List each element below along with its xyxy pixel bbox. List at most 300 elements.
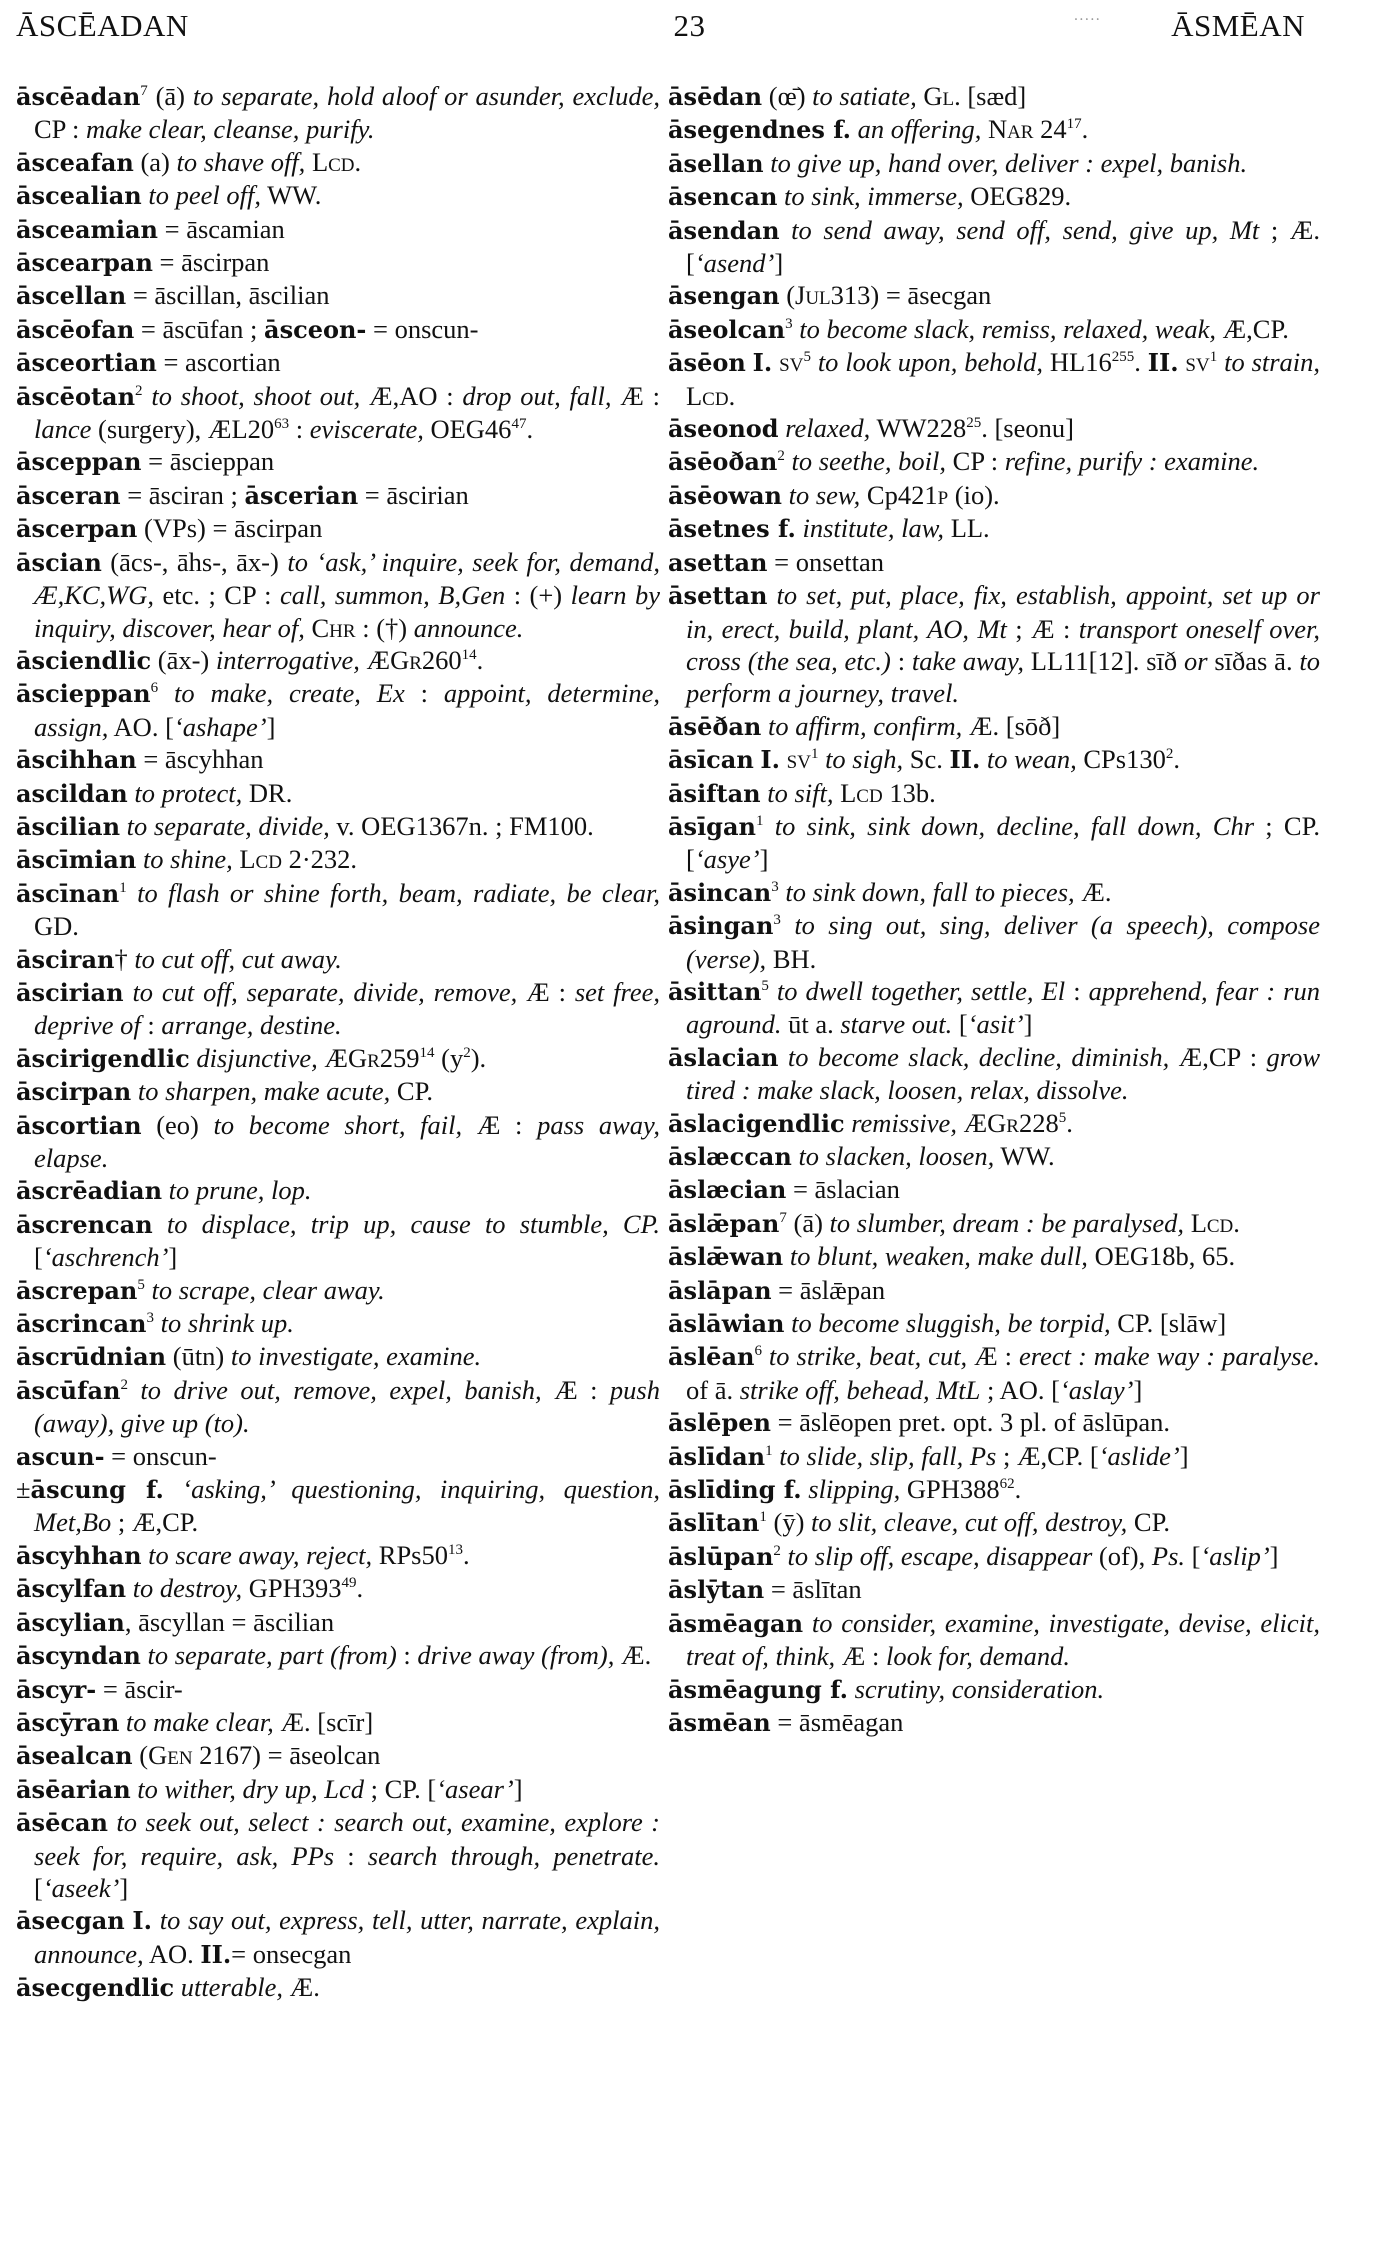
- entry-text: (ā): [786, 1207, 830, 1238]
- entry-text: : (+): [505, 580, 571, 611]
- dictionary-entry: [668, 1041, 1320, 1107]
- superscript-text: 17: [1066, 116, 1082, 133]
- entry-text: (surgery), ÆL20: [91, 414, 275, 445]
- entry-text: to shave off,: [176, 146, 306, 177]
- dictionary-entry: [16, 1904, 660, 1971]
- entry-text: [981, 114, 988, 144]
- entry-text: drop out, fall,: [462, 380, 612, 411]
- superscript-text: 255: [1111, 349, 1135, 366]
- entry-text: 228: [1018, 1107, 1059, 1138]
- dictionary-entry: [16, 1773, 660, 1806]
- entry-text: = onscun-: [366, 313, 479, 344]
- superscript-text: 3: [146, 1310, 154, 1327]
- headword-text: āsettan: [668, 581, 768, 611]
- entry-text: to separate, hold aloof or asunder, exclude,: [192, 81, 660, 111]
- entry-text: Æ. [scīr]: [273, 1706, 374, 1737]
- entry-text: = āsciran ;: [120, 479, 245, 510]
- running-head-right: ĀSMĒAN: [1171, 8, 1305, 43]
- headword-text: āsēowan: [668, 480, 782, 510]
- entry-text: = āscieppan: [141, 446, 275, 477]
- dictionary-column-left: [16, 80, 660, 2005]
- entry-text: , āscyllan = āscilian: [124, 1606, 335, 1637]
- entry-text: .: [526, 414, 534, 445]
- entry-text: Gen: [148, 1740, 193, 1771]
- headword-text: f.: [775, 1475, 802, 1505]
- entry-text: Lcd: [840, 777, 883, 808]
- entry-text: refine, purify : examine.: [1004, 446, 1260, 477]
- headword-text: āscrēadian: [16, 1176, 163, 1206]
- dictionary-entry: [668, 113, 1320, 146]
- entry-text: Lcd: [239, 844, 282, 875]
- entry-text: ]: [168, 1242, 178, 1273]
- entry-text: GPH388: [900, 1474, 1000, 1505]
- entry-text: ‘aslay’: [1059, 1374, 1134, 1405]
- entry-text: to say out, express, tell, utter, narrate, explain, announce,: [34, 1905, 660, 1969]
- entry-text: Æ. [sōð]: [962, 710, 1061, 741]
- dictionary-entry: [16, 1473, 660, 1539]
- entry-text: ‘asear’: [436, 1773, 514, 1804]
- entry-text: utterable,: [180, 1972, 284, 2003]
- entry-text: to set, put, place, fix, establish, appoint, set up or in, erect, build, plant, AO, Mt: [686, 580, 1320, 644]
- entry-text: = onsecgan: [231, 1938, 352, 1969]
- superscript-text: 25: [966, 415, 982, 432]
- entry-text: [305, 147, 312, 177]
- headword-text: āscēadan: [16, 82, 141, 111]
- dictionary-entry: [668, 1573, 1320, 1606]
- entry-text: [152, 1905, 160, 1935]
- dictionary-entry: [16, 1606, 660, 1639]
- entry-text: = āslēopen pret. opt. 3 pl. of āslūpan.: [770, 1407, 1171, 1438]
- dictionary-entry: [668, 412, 1320, 445]
- entry-text: [763, 811, 774, 841]
- headword-text: āsetnes: [668, 514, 770, 544]
- entry-text: to cut off, cut away.: [134, 943, 342, 974]
- entry-text: [848, 1674, 855, 1704]
- entry-text: sv: [779, 347, 804, 378]
- entry-text: Ps.: [1151, 1540, 1186, 1571]
- entry-text: of ā.: [686, 1374, 740, 1405]
- dictionary-entry: [668, 1607, 1320, 1673]
- entry-text: Gl: [923, 81, 955, 111]
- entry-text: Met,Bo: [34, 1507, 112, 1538]
- entry-text: [305, 613, 312, 643]
- entry-text: to scare away, reject,: [148, 1539, 373, 1570]
- entry-text: to investigate, examine.: [230, 1341, 482, 1372]
- entry-text: grow tired : make slack, loosen, relax, dissolve.: [686, 1041, 1320, 1106]
- entry-text: announce.: [413, 612, 524, 643]
- entry-text: CP. [slāw]: [1110, 1308, 1227, 1339]
- entry-text: (ācs-, āhs-, āx-): [101, 546, 288, 577]
- entry-text: Æ :: [541, 1374, 610, 1405]
- entry-text: [851, 114, 858, 144]
- dictionary-entry: [16, 677, 660, 743]
- dictionary-entry: [16, 976, 660, 1042]
- entry-text: : (†): [355, 612, 414, 643]
- entry-text: to slit, cleave, cut off, destroy,: [811, 1507, 1128, 1538]
- headword-text: āscieppan: [16, 679, 151, 709]
- entry-text: ‘aschrench’: [42, 1242, 169, 1273]
- entry-text: Gr: [347, 1042, 380, 1073]
- entry-text: = āslǣpan: [771, 1274, 886, 1305]
- dictionary-entry: [668, 313, 1320, 346]
- dictionary-entry: [16, 943, 660, 976]
- entry-text: Sc.: [903, 744, 950, 775]
- entry-text: = āscūfan ;: [134, 313, 265, 344]
- entry-text: [361, 678, 377, 708]
- headword-text: āsmēan: [668, 1707, 771, 1737]
- superscript-text: 6: [150, 680, 159, 697]
- dictionary-column-right: [668, 80, 1320, 1739]
- entry-text: = onsettan: [767, 546, 885, 577]
- superscript-text: 2: [463, 1044, 471, 1061]
- entry-text: an offering,: [857, 114, 982, 145]
- headword-text: āslǣwan: [668, 1242, 784, 1272]
- entry-text: Nar: [987, 114, 1034, 145]
- entry-text: [780, 215, 792, 245]
- superscript-text: 63: [274, 416, 290, 433]
- headword-text: āslītan: [668, 1508, 760, 1538]
- entry-text: = āscamian: [158, 213, 285, 244]
- entry-text: to seek out, select : search out, examine, explore : seek for, require, ask,: [34, 1807, 661, 1871]
- entry-text: to shine,: [142, 844, 233, 875]
- dictionary-entry: [16, 279, 660, 312]
- entry-text: eviscerate,: [309, 414, 424, 445]
- headword-text: āscylfan: [16, 1574, 127, 1604]
- entry-text: = āscillan, āscilian: [126, 280, 330, 311]
- headword-text: āscearpan: [16, 248, 153, 278]
- headword-text: āslēpen: [668, 1408, 771, 1438]
- entry-text: to sink, sink down, decline, fall down,: [774, 810, 1202, 841]
- entry-text: [1184, 1208, 1191, 1238]
- entry-text: search through, penetrate.: [367, 1840, 660, 1871]
- headword-text: asettan: [668, 547, 768, 577]
- dictionary-entry: [668, 1440, 1320, 1473]
- headword-text: āscirigendlic: [16, 1043, 190, 1073]
- entry-text: ]: [774, 248, 784, 279]
- dictionary-entry: [16, 1739, 660, 1772]
- dictionary-entry: [16, 877, 660, 943]
- dictionary-entry: [668, 1540, 1320, 1573]
- dictionary-entry: [668, 180, 1320, 213]
- entry-text: ; CP. [: [364, 1773, 437, 1804]
- entry-text: [127, 878, 137, 908]
- entry-text: Jul: [795, 280, 831, 311]
- superscript-text: 2: [135, 382, 143, 399]
- entry-text: = āscyhhan: [136, 744, 264, 775]
- headword-text: āsittan: [668, 976, 762, 1006]
- entry-text: :: [334, 1840, 368, 1871]
- entry-text: Æ: [359, 644, 391, 675]
- entry-text: to become slack, remiss, relaxed, weak,: [799, 313, 1216, 344]
- entry-text: Æ.: [1074, 876, 1112, 907]
- headword-text: āsmēagan: [668, 1608, 804, 1638]
- headword-text: āscian: [16, 547, 102, 577]
- entry-text: to displace, trip up, cause to stumble, CP.: [166, 1208, 661, 1239]
- dictionary-entry: [668, 512, 1320, 545]
- dictionary-entry: [668, 1406, 1320, 1439]
- entry-text: to become slack, decline, diminish,: [787, 1041, 1170, 1072]
- entry-text: to shoot, shoot out,: [151, 380, 361, 411]
- entry-text: ; AO. [: [980, 1374, 1060, 1405]
- dictionary-entry: [668, 1274, 1320, 1307]
- entry-text: Æ,CP.: [1215, 313, 1289, 344]
- entry-text: = onscun-: [104, 1440, 217, 1471]
- entry-text: :: [289, 414, 310, 445]
- headword-text: II.: [1147, 348, 1179, 378]
- entry-text: = ascortian: [156, 347, 281, 378]
- headword-text: āslēan: [668, 1342, 755, 1372]
- entry-text: .: [728, 380, 736, 411]
- entry-text: ; Æ,CP.: [111, 1507, 199, 1538]
- entry-text: to perform a journey, travel.: [686, 645, 1321, 709]
- headword-text: āscēotan: [16, 381, 136, 411]
- dictionary-entry: [668, 1207, 1320, 1240]
- entry-text: Mt: [1229, 214, 1260, 245]
- entry-text: 13b.: [882, 777, 936, 808]
- entry-text: (: [779, 280, 796, 311]
- entry-text: :: [396, 1640, 418, 1671]
- entry-text: take away,: [911, 645, 1024, 676]
- entry-text: [1202, 811, 1213, 841]
- entry-text: to become short, fail,: [213, 1109, 463, 1140]
- headword-text: āscirpan: [16, 1077, 132, 1107]
- dictionary-entry: [668, 1706, 1320, 1739]
- entry-text: (y: [434, 1042, 464, 1073]
- headword-text: āsēon: [668, 348, 746, 378]
- entry-text: .: [1014, 1474, 1022, 1505]
- entry-text: Æ: [317, 1042, 348, 1073]
- headword-text: āsceppan: [16, 447, 142, 477]
- entry-text: relaxed,: [785, 413, 871, 444]
- headword-text: āslīding: [668, 1475, 776, 1505]
- entry-text: to give up, hand over, deliver : expel, banish.: [770, 147, 1248, 178]
- entry-text: [: [34, 1242, 43, 1273]
- entry-text: OEG829.: [963, 181, 1072, 212]
- entry-text: ; CP. [: [686, 810, 1321, 875]
- entry-text: ‘asit’: [967, 1009, 1024, 1040]
- headword-text: ascildan: [16, 778, 128, 808]
- entry-text: WW228: [870, 413, 967, 444]
- headword-text: āscyndan: [16, 1641, 141, 1671]
- dictionary-entry: [668, 1307, 1320, 1340]
- entry-text: look for, demand.: [885, 1641, 1070, 1672]
- entry-text: GPH393: [242, 1573, 342, 1604]
- superscript-text: 13: [448, 1542, 463, 1559]
- dictionary-entry: [668, 1240, 1320, 1273]
- entry-text: p: [937, 479, 949, 510]
- headword-text: āseonod: [668, 414, 779, 444]
- entry-text: to dwell together, settle,: [776, 975, 1034, 1006]
- entry-text: Æ.: [614, 1640, 652, 1671]
- headword-text: āsellan: [668, 148, 764, 178]
- entry-text: remissive,: [851, 1107, 957, 1138]
- entry-text: †: [114, 943, 135, 974]
- dictionary-entry: [668, 1340, 1320, 1406]
- entry-text: .: [1081, 114, 1089, 145]
- superscript-text: 7: [779, 1209, 787, 1226]
- running-head-left: ĀSCĒADAN: [16, 8, 189, 43]
- entry-text: GD.: [34, 911, 79, 942]
- entry-text: BH.: [766, 943, 817, 974]
- entry-text: Gr: [987, 1107, 1019, 1138]
- entry-text: to sink down, fall to pieces,: [785, 876, 1075, 907]
- headword-text: āscyhhan: [16, 1540, 142, 1570]
- dictionary-entry: [668, 579, 1320, 710]
- dictionary-entry: [668, 1506, 1320, 1539]
- entry-text: to satiate,: [812, 81, 917, 111]
- entry-text: arrange, destine.: [161, 1010, 342, 1041]
- headword-text: āsciendlic: [16, 645, 152, 675]
- entry-text: 24: [1033, 114, 1067, 145]
- dictionary-entry: [668, 743, 1320, 776]
- dictionary-entry: [16, 445, 660, 478]
- entry-text: Chr: [1212, 810, 1255, 841]
- entry-text: push (away), give up (to).: [34, 1374, 660, 1439]
- entry-text: to make, create,: [174, 678, 361, 709]
- entry-text: [980, 744, 987, 774]
- entry-text: ‘aslide’: [1098, 1440, 1180, 1471]
- superscript-text: 49: [341, 1575, 357, 1592]
- headword-text: āscung: [30, 1475, 126, 1505]
- dictionary-entry: [16, 1208, 660, 1274]
- superscript-text: 1: [755, 813, 764, 830]
- entry-text: ±: [16, 1474, 31, 1505]
- entry-text: Æ: [956, 1107, 988, 1138]
- headword-text: āsendan: [668, 215, 780, 245]
- entry-text: [162, 1175, 169, 1205]
- headword-text: f.: [821, 1674, 848, 1704]
- entry-text: to slide, slip, fall,: [779, 1440, 964, 1471]
- entry-text: to sigh,: [825, 744, 904, 775]
- superscript-text: 7: [140, 83, 148, 100]
- dictionary-entry: [16, 1639, 660, 1672]
- entry-text: AO.: [143, 1938, 201, 1969]
- superscript-text: 3: [771, 878, 779, 895]
- headword-text: āscerian: [244, 480, 359, 510]
- headword-text: āscūfan: [16, 1375, 121, 1405]
- entry-text: B,Gen: [438, 580, 506, 611]
- headword-text: āsealcan: [16, 1741, 133, 1771]
- dictionary-entry: [668, 975, 1320, 1041]
- superscript-text: 6: [754, 1343, 762, 1360]
- entry-text: LL11[12]. sīð: [1023, 645, 1184, 676]
- headword-text: II.: [949, 745, 981, 775]
- dictionary-entry: [668, 710, 1320, 743]
- headword-text: āscylian: [16, 1607, 125, 1637]
- entry-text: Ps: [969, 1440, 997, 1471]
- entry-text: = āscirpan: [152, 247, 270, 278]
- entry-text: [1034, 976, 1042, 1006]
- entry-text: [136, 844, 143, 874]
- headword-text: āsēdan: [668, 82, 763, 111]
- entry-text: institute, law,: [802, 513, 945, 544]
- dictionary-entry: [668, 876, 1320, 909]
- entry-text: ūt a.: [781, 1009, 841, 1040]
- entry-text: [131, 1076, 138, 1106]
- headword-text: āsiftan: [668, 778, 761, 808]
- headword-text: āsengan: [668, 281, 780, 311]
- entry-text: LL.: [944, 513, 990, 544]
- headword-text: āslāpan: [668, 1275, 772, 1305]
- entry-text: ]: [513, 1773, 523, 1804]
- entry-text: 260: [421, 644, 462, 675]
- dictionary-entry: [16, 743, 660, 776]
- entry-text: .: [1233, 1207, 1240, 1238]
- headword-text: āsēðan: [668, 711, 762, 741]
- entry-text: [782, 480, 789, 510]
- superscript-text: 5: [137, 1276, 145, 1293]
- entry-text: erect : make way : paralyse.: [1019, 1341, 1320, 1372]
- entry-text: to sing out, sing, deliver (a speech), compose (verse),: [686, 910, 1321, 974]
- entry-text: :: [1065, 975, 1089, 1006]
- superscript-text: 1: [810, 746, 819, 763]
- headword-text: I.: [760, 745, 781, 775]
- entry-text: [: [1185, 1540, 1201, 1571]
- superscript-text: 2: [120, 1377, 128, 1394]
- entry-text: Chr: [311, 612, 356, 643]
- superscript-text: 2: [1165, 746, 1174, 763]
- dictionary-entry: [668, 546, 1320, 579]
- entry-text: call, summon,: [280, 580, 430, 611]
- entry-text: ; Æ,CP. [: [996, 1440, 1099, 1471]
- entry-text: 2·232.: [281, 844, 358, 875]
- entry-text: [746, 347, 753, 377]
- entry-text: to wither, dry up,: [137, 1773, 318, 1804]
- entry-text: ]: [266, 711, 276, 742]
- dictionary-entry: [668, 214, 1320, 280]
- entry-text: v. OEG1367n. ; FM100.: [329, 810, 594, 841]
- headword-text: āsencan: [668, 182, 778, 212]
- entry-text: to send away, send off, send, give up,: [791, 214, 1219, 245]
- entry-text: make clear, cleanse, purify.: [86, 114, 375, 145]
- dictionary-entry: [668, 909, 1320, 975]
- entry-text: [762, 1341, 769, 1371]
- superscript-text: 14: [461, 647, 477, 664]
- entry-text: :: [404, 678, 444, 709]
- dictionary-entry: [668, 80, 1320, 113]
- entry-text: Æ,CP :: [1169, 1041, 1267, 1072]
- dictionary-entry: [668, 479, 1320, 512]
- superscript-text: 2: [773, 1543, 781, 1560]
- superscript-text: 3: [773, 912, 781, 929]
- entry-text: to cut off, separate, divide, remove,: [132, 976, 518, 1007]
- entry-text: RPs50: [372, 1539, 448, 1570]
- entry-text: 259: [379, 1042, 420, 1073]
- entry-text: learn by inquiry, discover, hear of,: [34, 580, 661, 643]
- entry-text: .: [356, 1573, 364, 1604]
- entry-text: to sift,: [767, 777, 834, 808]
- entry-text: 2167) = āseolcan: [192, 1740, 381, 1771]
- dictionary-entry: [16, 380, 660, 446]
- entry-text: [: [34, 1872, 43, 1903]
- dictionary-entry: [16, 213, 660, 246]
- headword-text: ascun-: [16, 1441, 105, 1471]
- entry-text: ]: [1269, 1540, 1279, 1571]
- entry-text: to make clear,: [125, 1706, 274, 1737]
- superscript-text: 3: [785, 316, 793, 333]
- dictionary-entry: [16, 1307, 660, 1340]
- entry-text: = āscir-: [96, 1673, 183, 1704]
- entry-text: to separate, part (from): [147, 1640, 397, 1671]
- entry-text: [769, 976, 777, 1006]
- entry-text: to scrape, clear away.: [151, 1274, 385, 1305]
- entry-text: [781, 910, 794, 940]
- entry-text: (VPs) = āscirpan: [137, 513, 323, 544]
- entry-text: Æ :: [517, 976, 575, 1007]
- headword-text: āscerpan: [16, 514, 138, 544]
- entry-text: set free, deprive of: [34, 976, 660, 1041]
- entry-text: strike off, behead, MtL: [739, 1374, 981, 1405]
